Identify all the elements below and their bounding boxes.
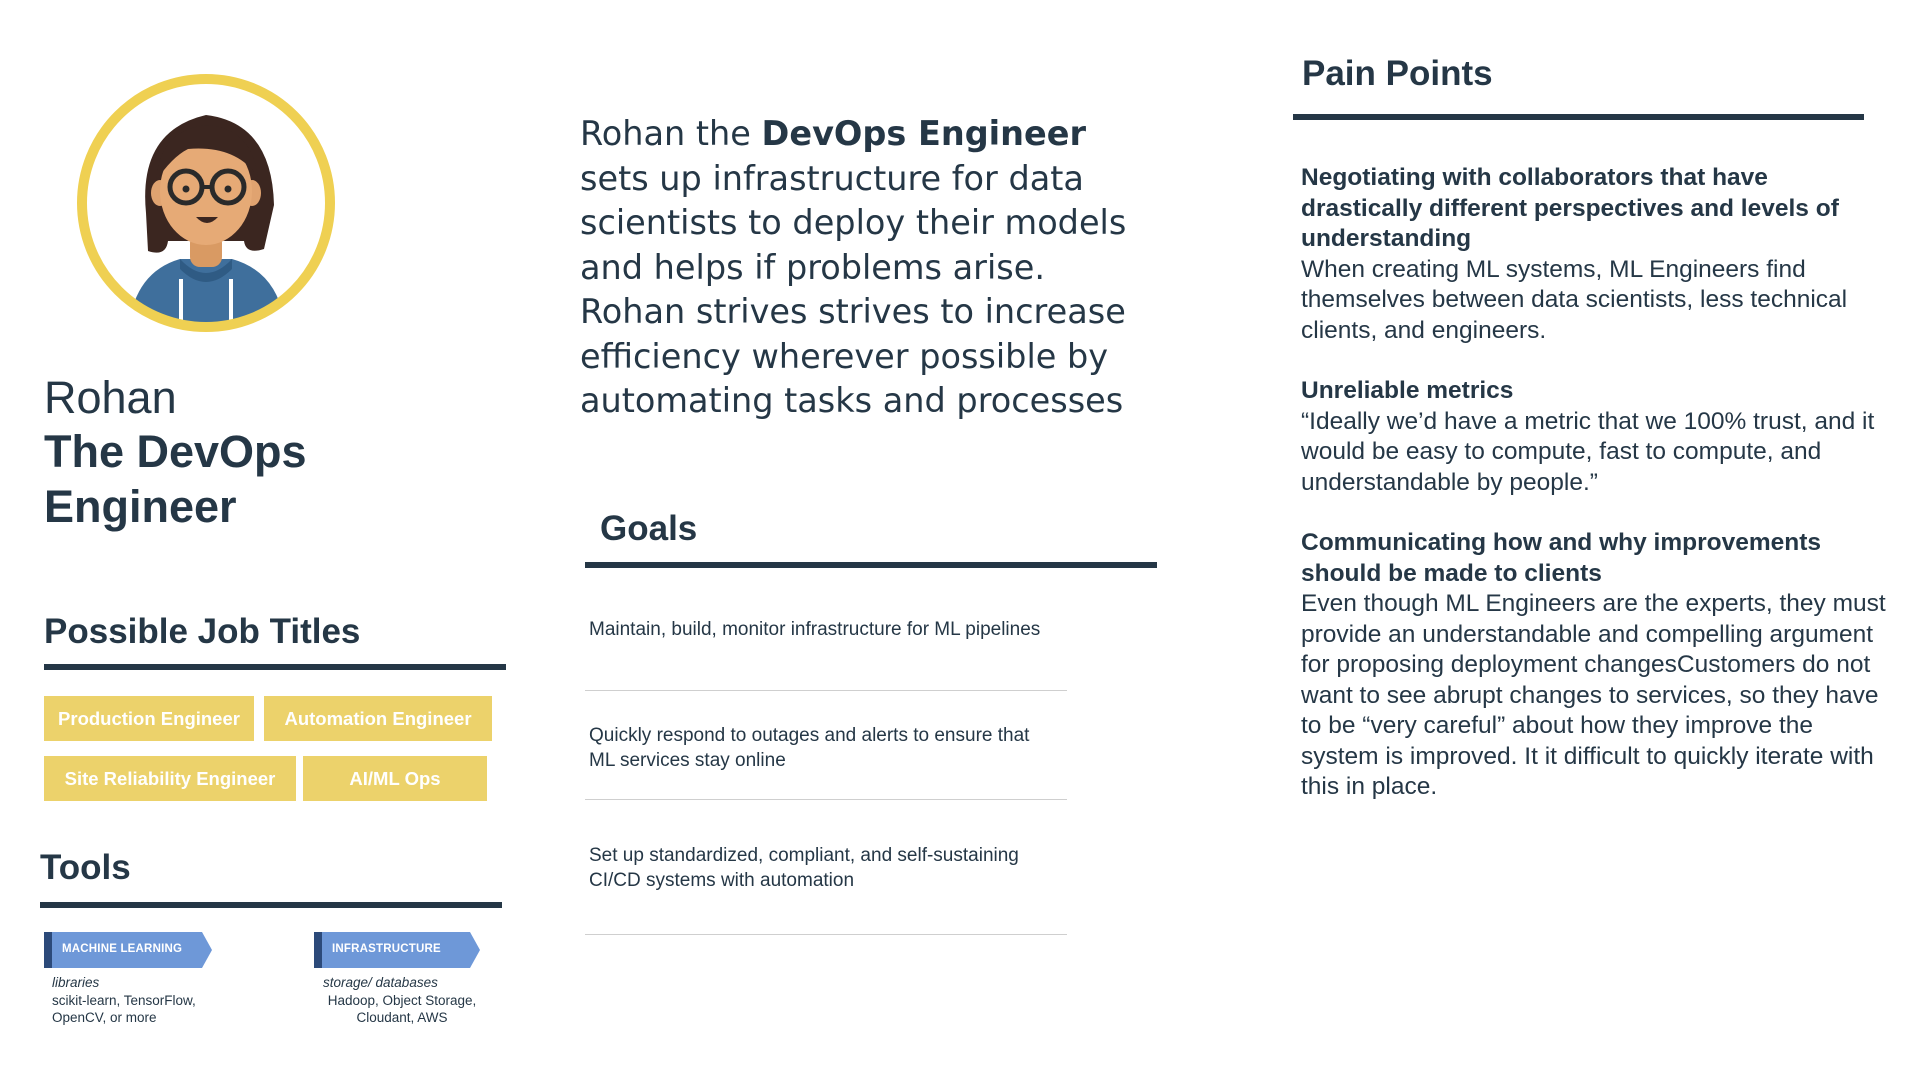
tool-details-line: OpenCV, or more bbox=[52, 1010, 157, 1025]
job-title-tag: AI/ML Ops bbox=[303, 756, 487, 801]
pain-point-title: Negotiating with collaborators that have drastically different perspectives and levels of understanding bbox=[1301, 164, 1839, 252]
tool-details bbox=[316, 992, 488, 1026]
tool-details-line: Hadoop, Object Storage, bbox=[327, 993, 477, 1008]
tool-category: storage/ databases bbox=[323, 975, 438, 990]
pain-point-title: Communicating how and why improvements should be made to clients bbox=[1301, 529, 1822, 587]
pain-point-body: Even though ML Engineers are the experts, they must provide an understandable and compelling argument for proposing deployment changesCustomers do not want to see abrupt changes to services, so they have to be “very careful” about how they improve the system is improved. It it difficult to quickly iterate with this in place. bbox=[1301, 590, 1886, 800]
pain-point-title: Unreliable metrics bbox=[1301, 377, 1514, 404]
tool-category: libraries bbox=[52, 975, 100, 990]
pain-point-item bbox=[1301, 163, 1891, 346]
description-suffix: sets up infrastructure for data scientists to deploy their models and helps if problems arise. Rohan strives strives to increase efficiency wherever possible by automating tasks and processes bbox=[580, 158, 1127, 420]
tools-divider bbox=[40, 902, 502, 908]
pain-points-heading: Pain Points bbox=[1302, 54, 1493, 93]
pain-point-item bbox=[1301, 376, 1891, 498]
job-titles-divider bbox=[44, 664, 506, 670]
persona-role-title bbox=[44, 424, 307, 534]
pain-point-item bbox=[1301, 528, 1891, 803]
tools-heading: Tools bbox=[40, 848, 131, 887]
persona-first-name: Rohan bbox=[44, 372, 177, 423]
tool-chip-label: MACHINE LEARNING bbox=[62, 943, 183, 955]
goal-divider bbox=[585, 799, 1067, 800]
job-title-tag: Production Engineer bbox=[44, 696, 254, 741]
goal-divider bbox=[585, 690, 1067, 691]
goals-divider bbox=[585, 562, 1157, 568]
goals-heading: Goals bbox=[600, 509, 698, 548]
tool-chip-label: INFRASTRUCTURE bbox=[332, 943, 441, 955]
job-title-tag: Automation Engineer bbox=[264, 696, 492, 741]
goal-divider bbox=[585, 934, 1067, 935]
person-avatar-icon bbox=[76, 73, 336, 333]
persona-role-line1: The DevOps bbox=[44, 426, 307, 477]
tool-details bbox=[52, 992, 222, 1026]
goal-item: Quickly respond to outages and alerts to ensure that ML services stay online bbox=[589, 725, 1030, 771]
goal-item: Maintain, build, monitor infrastructure for ML pipelines bbox=[589, 619, 1041, 640]
tool-details-line: scikit-learn, TensorFlow, bbox=[52, 993, 196, 1008]
pain-point-body: When creating ML systems, ML Engineers find themselves between data scientists, less technical clients, and engineers. bbox=[1301, 255, 1848, 344]
job-titles-heading: Possible Job Titles bbox=[44, 612, 361, 651]
description-highlight: DevOps Engineer bbox=[761, 114, 1086, 153]
persona-role-line2: Engineer bbox=[44, 481, 237, 532]
persona-description bbox=[580, 112, 1160, 424]
goal-item: Set up standardized, compliant, and self-sustaining CI/CD systems with automation bbox=[589, 845, 1019, 891]
pain-point-body: “Ideally we’d have a metric that we 100% trust, and it would be easy to compute, fast to compute, and understandable by people.” bbox=[1301, 407, 1875, 496]
pain-points-divider bbox=[1293, 114, 1864, 120]
tool-details-line: Cloudant, AWS bbox=[356, 1010, 448, 1025]
job-title-tag: Site Reliability Engineer bbox=[44, 756, 296, 801]
description-prefix: Rohan the bbox=[580, 114, 751, 153]
